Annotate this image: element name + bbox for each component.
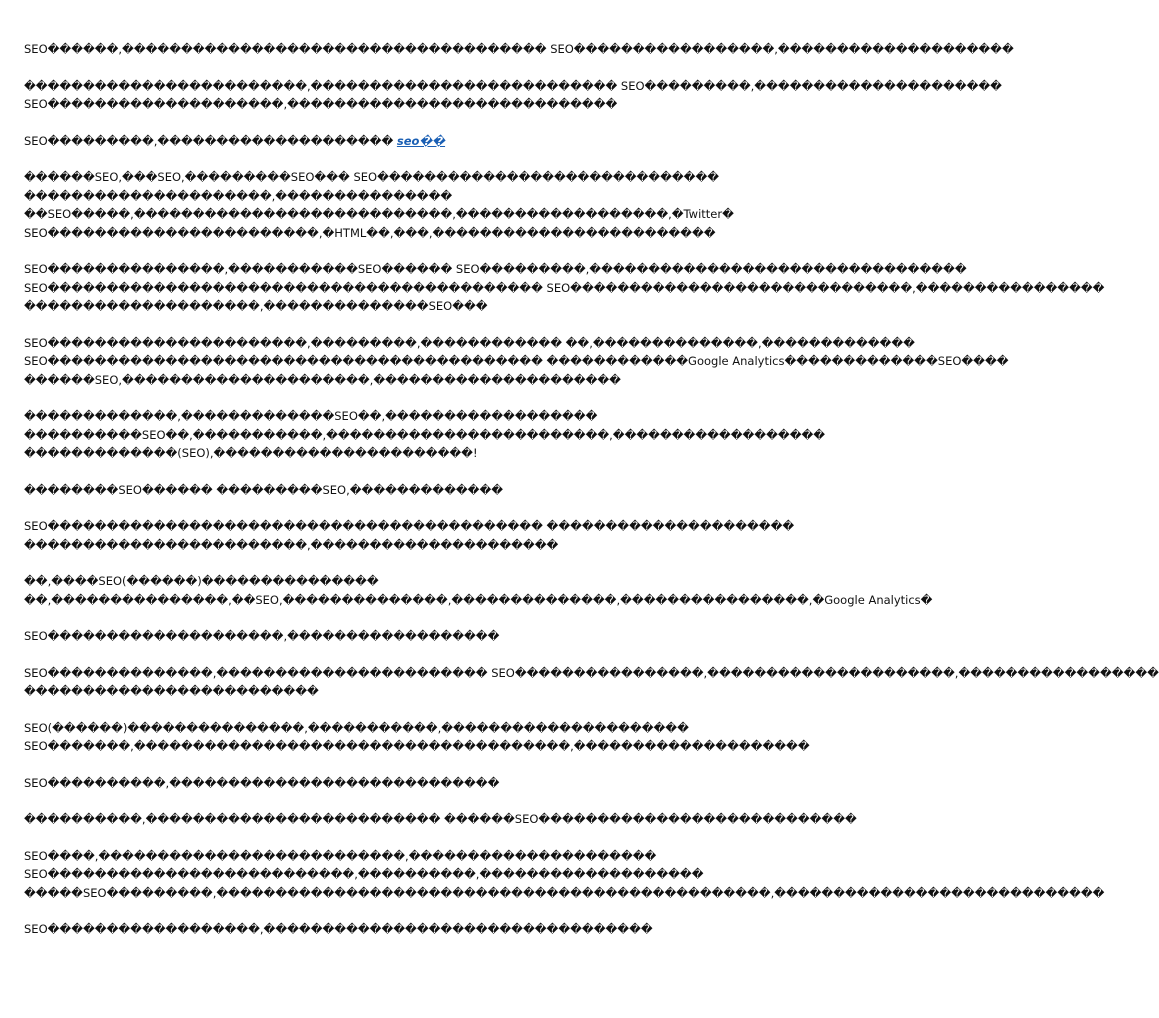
text-line: �������������,�������������SEO��,������������������	[24, 409, 598, 423]
text-line: ������SEO,���������������������,���������������������	[24, 372, 621, 387]
text-line: ��������SEO������ ���������SEO,�������������	[24, 482, 504, 497]
text-line: SEO������������������������������������������ ���������������������	[24, 519, 795, 533]
paragraph	[24, 920, 696, 939]
text-line: ���������������������,���������������	[24, 188, 453, 203]
text-line: SEO������������������,���������������������������������	[24, 922, 653, 936]
paragraph	[24, 260, 1105, 316]
text-line: SEO����������,����������������������������	[24, 775, 500, 790]
paragraph	[24, 572, 933, 609]
paragraph	[24, 132, 696, 151]
text-line: SEO��������������������,������������������	[24, 629, 500, 643]
text-line: SEO(������)���������������,�����������,���������������������	[24, 720, 689, 735]
text-line: �������������(SEO),����������������������!	[24, 446, 478, 460]
paragraph	[24, 481, 696, 500]
paragraph	[24, 627, 696, 646]
text-line: SEO������,������������������������������������ SEO�����������������,��������������������	[24, 42, 1014, 56]
text-line: SEO���������������,�����������SEO������ SEO���������,��������������������������������	[24, 262, 967, 276]
text-line: ��������������������,��������������SEO���	[24, 299, 488, 313]
paragraph	[24, 407, 826, 463]
paragraph	[24, 40, 1014, 59]
paragraph	[24, 517, 795, 554]
paragraph	[24, 77, 1002, 114]
document-body	[24, 40, 1159, 957]
text-line: ������������������������,���������������������	[24, 537, 559, 552]
paragraph	[24, 774, 696, 793]
text-line: ��,���������������,��SEO,��������������,��������������,����������������,�Google Analytics�	[24, 592, 933, 607]
text-line: ��SEO�����,���������������������������,������������������,�Twitter�	[24, 207, 734, 221]
text-span: SEO���������,��������������������	[24, 133, 394, 148]
text-line: SEO�������,�������������������������������������,��������������������	[24, 739, 810, 753]
text-line: SEO������������������������������������������ SEO�����������������������������,����������������	[24, 280, 1105, 295]
text-line: SEO�����������������������,�HTML��,���,������������������������	[24, 225, 716, 240]
paragraph	[24, 168, 734, 242]
text-line: �������������������������	[24, 684, 319, 698]
text-line: �����SEO���������,�����������������������������������������������,����������������������������	[24, 885, 1105, 900]
text-line: ����������SEO��,�����������,������������������������,������������������	[24, 427, 826, 442]
text-line: SEO����,��������������������������,���������������������	[24, 848, 657, 863]
paragraph	[24, 719, 810, 756]
paragraph	[24, 810, 857, 829]
text-line: SEO��������������������,����������������������������	[24, 97, 618, 111]
text-line: ������������������������,�������������������������� SEO���������,���������������������	[24, 78, 1002, 93]
paragraph	[24, 847, 1105, 903]
text-line: ������SEO,���SEO,���������SEO��� SEO�����������������������������	[24, 170, 720, 184]
paragraph	[24, 664, 1159, 701]
paragraph	[24, 334, 1009, 390]
text-line: SEO��������������������������,����������,�������������������	[24, 867, 704, 881]
text-line	[24, 132, 696, 151]
text-line: ��,����SEO(������)���������������	[24, 574, 379, 588]
text-line: SEO������������������������������������������ ������������Google Analytics�������������SEO����	[24, 354, 1009, 368]
text-line: SEO��������������,����������������������� SEO����������������,���������������������,�����������������	[24, 665, 1159, 680]
text-line: SEO����������������������,���������,������������ ��,��������������,�������������	[24, 335, 915, 350]
text-line: ����������,������������������������� ������SEO���������������������������	[24, 812, 857, 826]
seo-link[interactable]: seo��	[396, 133, 446, 148]
